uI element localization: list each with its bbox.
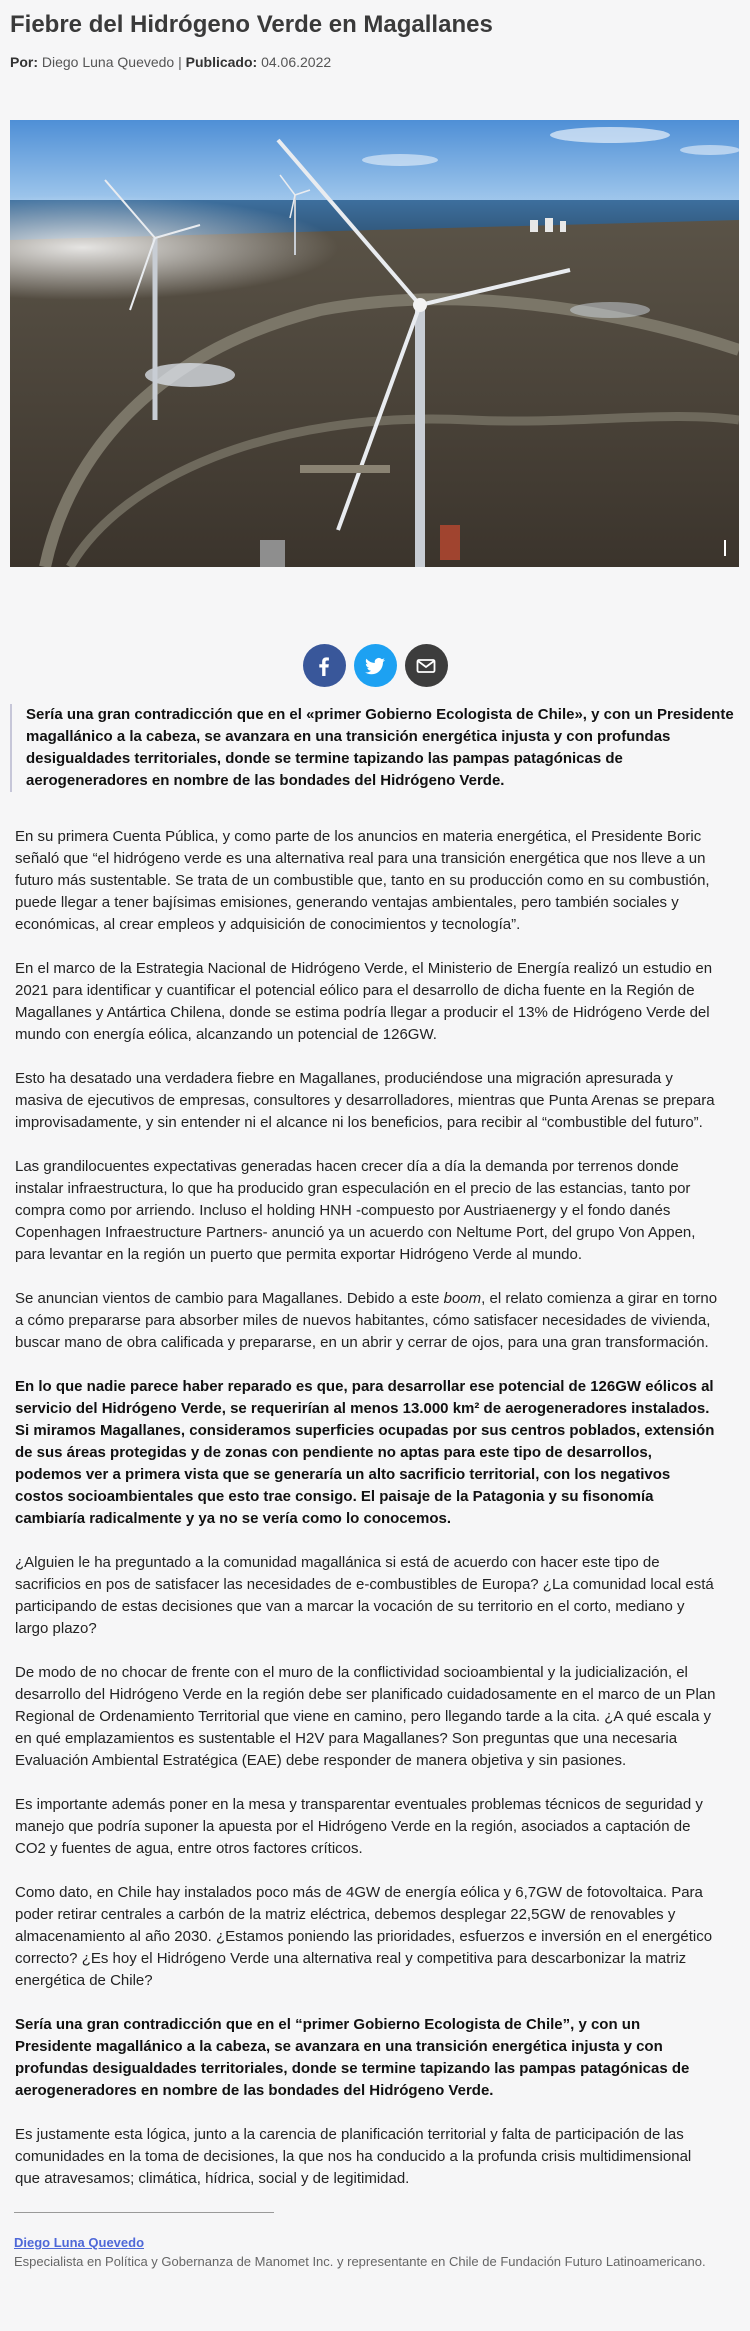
paragraph-text: , el relato comienza a girar en torno a cómo prepararse para absorber miles de nuevos habitantes, cómo satisfacer necesidades de vivienda, buscar mano de obra calificada y prepararse, en un abrir y cerrar de ojos, para una gran transformación. — [15, 1290, 718, 1351]
paragraph — [15, 1288, 720, 1354]
byline-por-label: Por: — [10, 54, 38, 70]
paragraph-text: Se anuncian vientos de cambio para Magallanes. Debido a este — [15, 1290, 444, 1307]
paragraph: De modo de no chocar de frente con el muro de la conflictividad socioambiental y la judicialización, el desarrollo del Hidrógeno Verde en la región debe ser planificado cuidadosamente en el marco de un Plan Regional de Ordenamiento Territorial que viene en camino, pero llegando tarde a la cita. ¿A qué escala y en qué emplazamientos es sustentable el H2V para Magallanes? Son preguntas que una necesaria Evaluación Ambiental Estratégica (EAE) debe responder de manera objetiva y sin pasiones. — [15, 1664, 716, 1769]
mail-icon — [414, 654, 438, 678]
byline-published-label: Publicado: — [185, 54, 258, 70]
paragraph: Es justamente esta lógica, junto a la carencia de planificación territorial y falta de participación de las comunidades en la toma de decisiones, la que nos ha conducido a la profunda crisis multidimensional que atravesamos; climática, hídrica, social y de legitimidad. — [15, 2126, 692, 2187]
share-twitter-button[interactable] — [354, 644, 397, 687]
facebook-icon — [312, 654, 336, 678]
wind-turbines-photo — [10, 120, 739, 567]
share-email-button[interactable] — [405, 644, 448, 687]
paragraph: En el marco de la Estrategia Nacional de Hidrógeno Verde, el Ministerio de Energía realizó un estudio en 2021 para identificar y cuantificar el potencial eólico para el desarrollo de dicha fuente en la Región de Magallanes y Antártica Chilena, donde se estima podría llegar a producir el 13% de Hidrógeno Verde del mundo con energía eólica, alcanzando un potencial de 126GW. — [15, 960, 713, 1043]
paragraph: En su primera Cuenta Pública, y como parte de los anuncios en materia energética, el Presidente Boric señaló que “el hidrógeno verde es una alternativa real para una transición energética que nos lleve a un futuro más sustentable. Se trata de un combustible que, tanto en su producción como en su combustión, puede llegar a tener bajísimas emisiones, generando ventajas ambientales, pero también sociales y económicas, al crear empleos y adquisición de conocimientos y tecnología”. — [15, 828, 710, 933]
paragraph: Las grandilocuentes expectativas generadas hacen crecer día a día la demanda por terrenos donde instalar infraestructura, lo que ha producido gran especulación en el precio de las estancias, tanto por compra como por arriendo. Incluso el holding HNH -compuesto por Austriaenergy y el fondo danés Copenhagen Infraestructure Partners- anunció ya un acuerdo con Neltume Port, del grupo Von Appen, para levantar en la región un puerto que permita exportar Hidrógeno Verde al mundo. — [15, 1158, 696, 1263]
hero-image — [10, 120, 739, 567]
author-link[interactable]: Diego Luna Quevedo — [14, 2235, 145, 2250]
article-body — [0, 792, 750, 2190]
paragraph-bold: Sería una gran contradicción que en el “primer Gobierno Ecologista de Chile”, y con un Presidente magallánico a la cabeza, se avanzara en una transición energética injusta y con profundas desigualdades territoriales, donde se termine tapizando las pampas patagónicas de aerogeneradores en nombre de las bondades del Hidrógeno Verde. — [15, 2016, 690, 2099]
paragraph: Esto ha desatado una verdadera fiebre en Magallanes, produciéndose una migración apresurada y masiva de ejecutivos de empresas, consultores y desarrolladores, mientras que Punta Arenas se prepara improvisadamente, y sin entender ni el alcance ni los beneficios, para recibir al “combustible del futuro”. — [15, 1070, 715, 1131]
share-facebook-button[interactable] — [303, 644, 346, 687]
article-title: Fiebre del Hidrógeno Verde en Magallanes — [10, 11, 493, 38]
author-box — [0, 2213, 750, 2271]
byline-author: Diego Luna Quevedo — [41, 54, 175, 70]
paragraph-bold: En lo que nadie parece haber reparado es que, para desarrollar ese potencial de 126GW eólicos al servicio del Hidrógeno Verde, se requerirían al menos 13.000 km² de aerogeneradores instalados. Si miramos Magallanes, consideramos superficies ocupadas por sus centros poblados, extensión de sus áreas protegidas y de zonas con pendiente no aptas para este tipo de desarrollos, podemos ver a primera vista que se generaría un alto sacrificio territorial, con los negativos costos socioambientales que esto trae consigo. El paisaje de la Patagonia y su fisonomía cambiaría radicalmente y ya no se vería como lo conocemos. — [15, 1378, 715, 1527]
author-description: Especialista en Política y Gobernanza de Manomet Inc. y representante en Chile de Fundación Futuro Latinoamericano. — [14, 2254, 706, 2269]
paragraph-emphasis: boom — [443, 1290, 482, 1307]
paragraph: ¿Alguien le ha preguntado a la comunidad magallánica si está de acuerdo con hacer este tipo de sacrificios en pos de satisfacer las necesidades de e-combustibles de Europa? ¿La comunidad local está participando de estas decisiones que van a marcar la vocación de su territorio en el corto, mediano y largo plazo? — [15, 1554, 714, 1637]
byline-divider: | — [178, 54, 182, 70]
article-lead-quote: Sería una gran contradicción que en el «primer Gobierno Ecologista de Chile», y con un Presidente magallánico a la cabeza, se avanzara en una transición energética injusta y con profundas desigualdades territoriales, donde se termine tapizando las pampas patagónicas de aerogeneradores en nombre de las bondades del Hidrógeno Verde. — [10, 704, 735, 792]
paragraph: Es importante además poner en la mesa y transparentar eventuales problemas técnicos de seguridad y manejo que podría suponer la apuesta por el Hidrógeno Verde en la región, asociados a captación de CO2 y fuentes de agua, entre otros factores críticos. — [15, 1796, 703, 1857]
paragraph: Como dato, en Chile hay instalados poco más de 4GW de energía eólica y 6,7GW de fotovoltaica. Para poder retirar centrales a carbón de la matriz eléctrica, debemos desplegar 22,5GW de renovables y almacenamiento al año 2030. ¿Estamos poniendo las prioridades, esfuerzos e inversión en el energético correcto? ¿Es hoy el Hidrógeno Verde una alternativa real y competitiva para descarbonizar la matriz energética de Chile? — [15, 1884, 713, 1989]
share-bar — [0, 644, 750, 687]
twitter-icon — [363, 654, 387, 678]
byline-date: 04.06.2022 — [261, 54, 332, 70]
article-byline — [0, 42, 750, 72]
